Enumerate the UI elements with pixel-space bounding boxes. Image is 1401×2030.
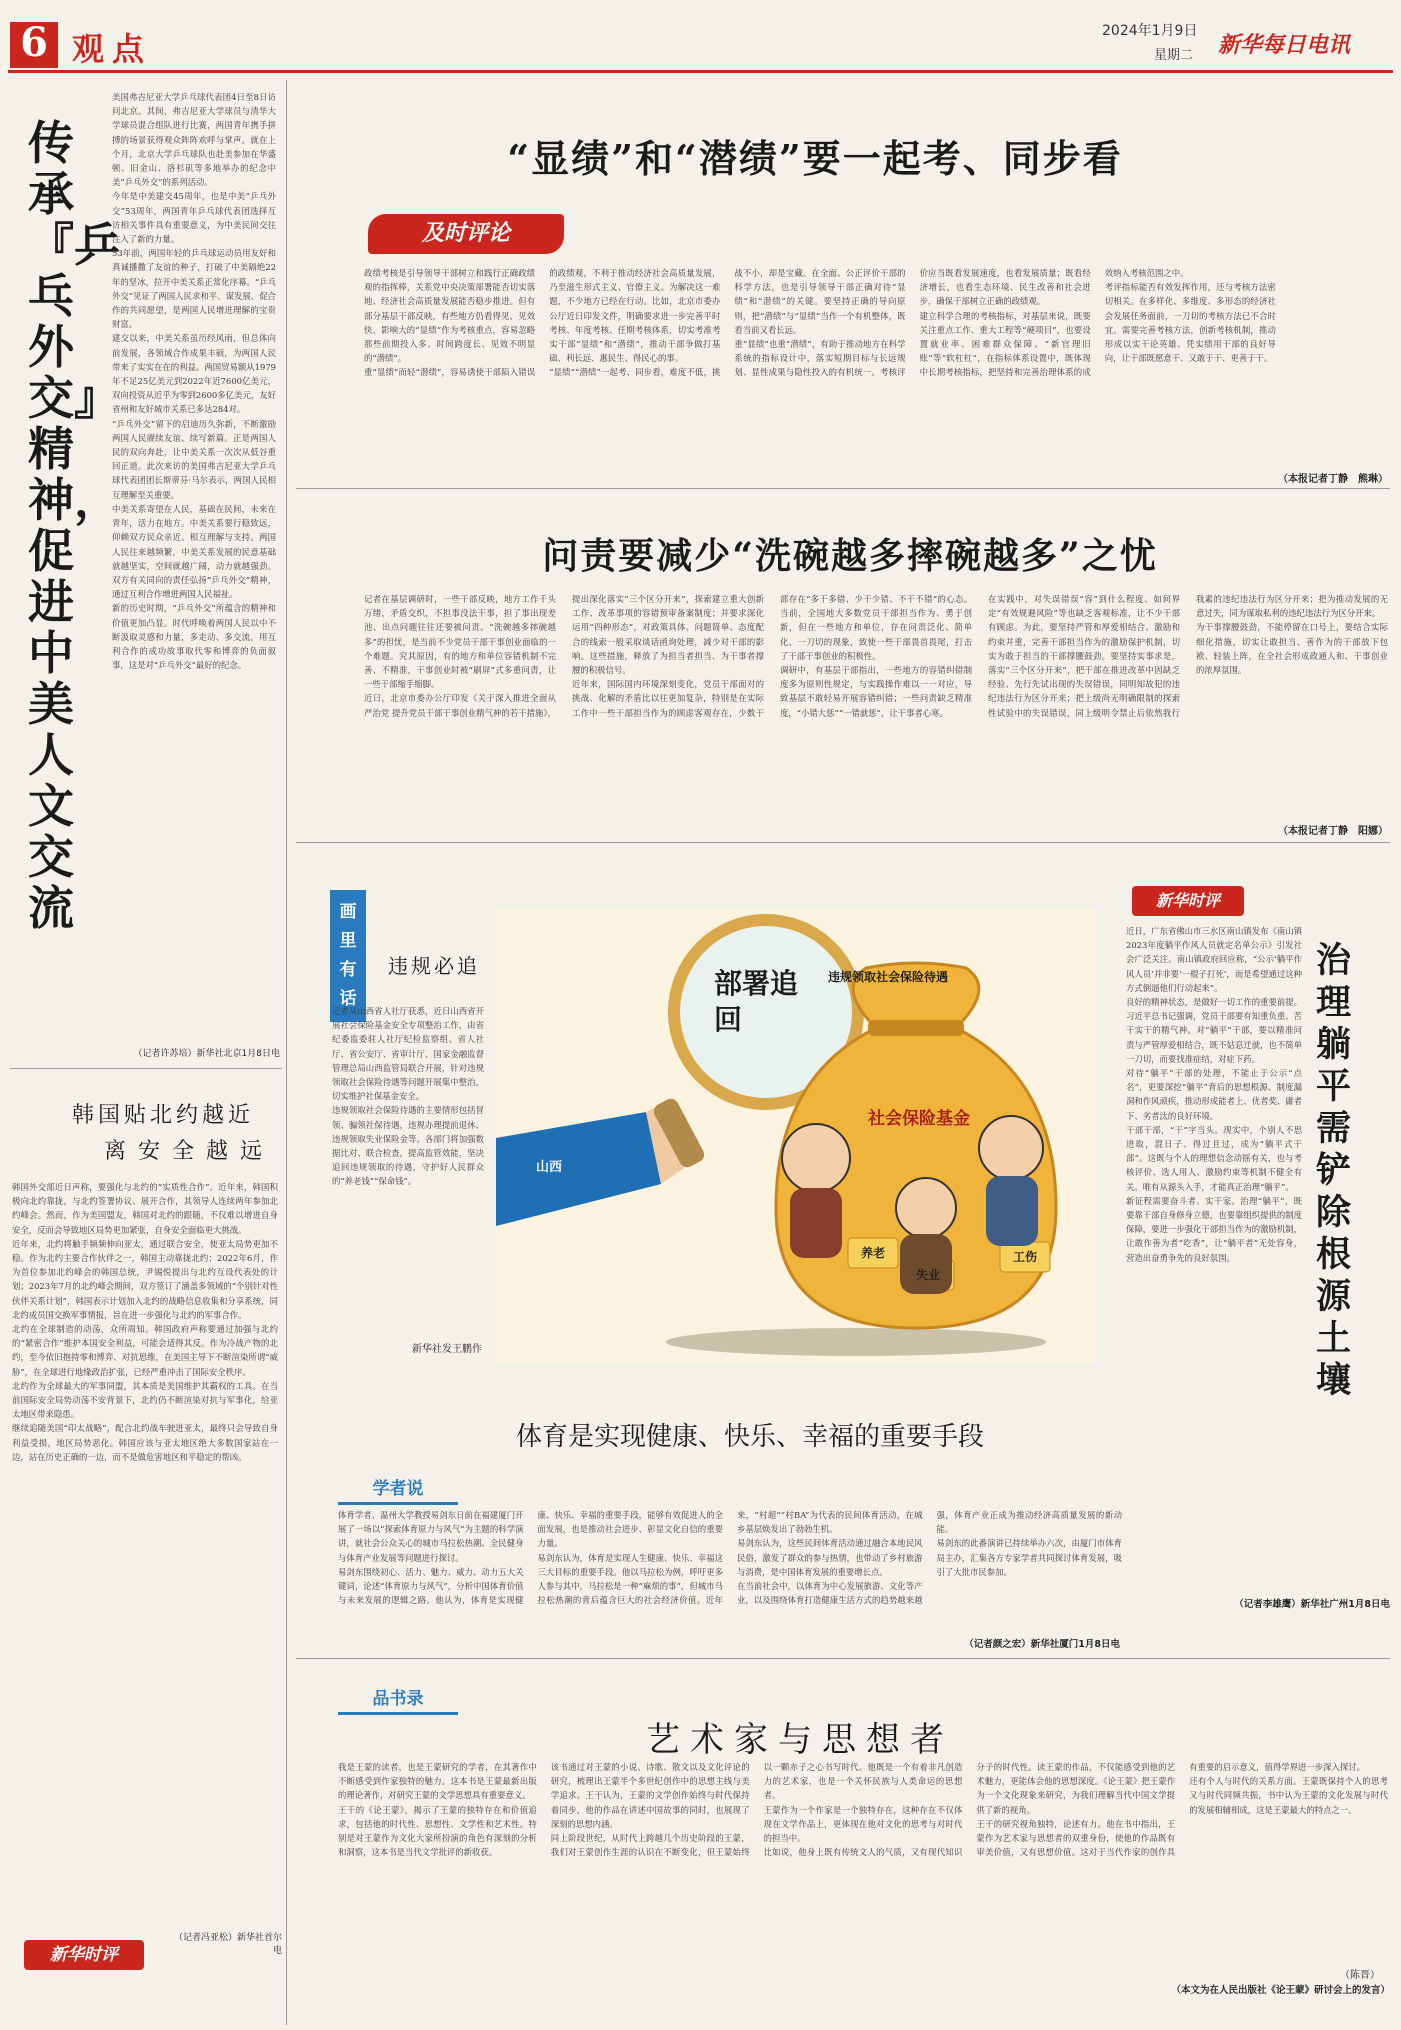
bag-tag-shiye: 失业 <box>915 1268 940 1282</box>
xianji-credit: （本报记者丁静 熊琳） <box>1278 474 1388 485</box>
yishujia-title: 艺术家与思想者 <box>646 1720 954 1760</box>
jishi-pinglun-label: 及时评论 <box>421 221 510 246</box>
issue-weekday: 星期二 <box>1154 48 1194 63</box>
xinhua-shiping-tag-bottom <box>24 1940 144 1970</box>
cartoon-illustration <box>496 908 1096 1364</box>
magnifier-label: 部署追回 <box>714 967 799 1036</box>
header-rule <box>8 70 1393 73</box>
page-number: 6 <box>20 19 48 66</box>
divider <box>10 1068 282 1069</box>
left-feature-body: 美国弗吉尼亚大学乒乓球代表团4日至8日访问北京。其间，弗吉尼亚大学球员与清华大学球员混合组队进行比赛，两国青年携手拼搏的场景获得观众阵阵欢呼与掌声。就在上个月，北京大学乒乓球队也赴美参加在华盛顿、旧金山、洛杉矶等多地举办的纪念中美“乒乓外交”的系列活动。 今年是中美建交45周年，也是中美“乒乓外交”53周年，两国青年乒乓球代表团选择互访相关事件具有重要意义，为中美民间交往注入了新的力量。 53年前，两国年轻的乒乓球运动员用友好和真诚播撒了友谊的种子，打破了中美隔绝22年的坚冰，拉开中美关系正常化序幕。“乒乓外交”见证了两国人民求和平、谋发展、促合作的共同愿望，是两国人民增进理解的宝贵财富。 建交以来，中美关系虽历经风雨，但总体向前发展，各领域合作成果丰硕，为两国人民带来了实实在在的利益。两国贸易额从1979年不足25亿美元到2022年近7600亿美元，双向投资从近乎为零到2600多亿美元，友好省州和友好城市关系已多达284对。 “乒乓外交”留下的启迪历久弥新，不断激励两国人民赓续友谊、续写新篇。正是两国人民的双向奔赴，让中美关系一次次从低谷重回正道。此次来访的美国弗吉尼亚大学乒乓球代表团团长斯蒂芬·马尔表示，两国人民相互理解至关重要。 中美关系寄望在人民，基础在民间，未来在青年，活力在地方。中美关系要行稳致远，仰赖双方民众亲近、相互理解与支持。两国人民往来越频繁，中美关系发展的民意基础就越坚实，空间就越广阔，动力就越强劲。双方有关同向的责任弘扬“乒乓外交”精神，通过互利合作增进两国人民福祉。 新的历史时期，“乒乓外交”所蕴含的精神和价值更加凸显。时代呼唤着两国人民以中不断汲取灵感和力量，多走动、多交流，用互利合作的成功故事取代零和博弈的负面叙事，这是对“乒乓外交”最好的纪念。 <box>112 92 276 671</box>
issue-date: 2024年1月9日 <box>1102 23 1198 39</box>
cartoon-credit: 新华社发王鹏作 <box>412 1344 482 1355</box>
column-divider <box>286 80 287 2025</box>
xianji-title: “显绩”和“潜绩”要一起考、同步看 <box>507 136 1123 181</box>
xinhua-shiping-tag <box>1132 886 1244 916</box>
yishujia-author: （陈晋） <box>1340 1970 1380 1981</box>
bag-tag-yanglao: 养老 <box>860 1246 885 1260</box>
xuezhe-shuo-tag <box>338 1476 458 1505</box>
note-label: 违规领取社会保险待遇 <box>828 970 949 984</box>
yishujia-credit: （本文为在人民出版社《论王蒙》研讨会上的发言） <box>1171 1985 1390 1996</box>
arm-label: 山西 <box>536 1160 563 1175</box>
huali-youhua-label: 画里有话 <box>339 902 357 1009</box>
cartoon-title: 违规必追 <box>388 954 480 978</box>
yishujia-body: 我是王蒙的读者，也是王蒙研究的学者，在其著作中不断感受到作家独特的魅力。这本书是王蒙最新出版的理论著作，对研究王蒙的文学思想具有重要意义。 王干的《论王蒙》，揭示了王蒙的独特存在和价值追求，包括他的时代性、思想性、文学性和艺术性。特别是对王蒙作为文化大家所扮演的角色有深刻的分析和洞察，这本书是当代文学批评的新收获。 该书通过对王蒙的小说、诗歌、散文以及文化评论的研究，梳理出王蒙半个多世纪创作中的思想主线与美学追求。王干认为，王蒙的文学创作始终与时代保持着同步，他的作品在讲述中国故事的同时，也展现了深刻的思想内涵。 同上阶段世纪，从时代上跨越几个历史阶段的王蒙，我们对王蒙创作生涯的认识在不断变化，但王蒙始终以一颗赤子之心书写时代。他既是一个有着非凡创造力的艺术家，也是一个关怀民族与人类命运的思想者。 王蒙作为一个作家是一个独特存在，这种存在不仅体现在文学作品上，更体现在他对文化的思考与对时代的担当中。 比如说，他身上既有传统文人的气质，又有现代知识分子的时代性。读王蒙的作品，不仅能感受到他的艺术魅力，更能体会他的思想深度。《论王蒙》把王蒙作为一个文化现象来研究，为我们理解当代中国文学提供了新的视角。 王干的研究视角独特，论述有力。他在书中指出，王蒙作为艺术家与思想者的双重身份，使他的作品既有审美价值，又有思想价值。这对于当代作家的创作具有重要的启示意义，值得学界进一步深入探讨。 还有个人与时代的关系方面。王蒙既保持个人的思考又与时代同频共振，书中认为王蒙的文化发展与时代的发展相辅相成，这是王蒙最大的特点之一。 <box>338 1762 1388 1858</box>
divider <box>296 1658 1390 1659</box>
tangping-title: 治理躺平需铲除根源土壤 <box>1316 940 1352 1401</box>
left-feature-body-tail <box>12 1010 276 1046</box>
paper-logo: 新华每日电讯 <box>1218 32 1351 58</box>
section-title: 观点 <box>72 30 153 68</box>
korea-title-line1: 韩国贴北约越近 <box>72 1103 255 1128</box>
wenze-body: 记者在基层调研时，一些干部反映，地方工作千头万绪，矛盾交织，不担事没法干事，担了事出现差池、出点问题往往还要被问责。“洗碗越多摔碗越多”的担忧，是当前不少党员干部干事创业面临的一个难题。究其原因，有的地方和单位容错机制不完善、不精准，干事创业时被“刷屏”式多重问责，让一些干部缩手缩脚。 近日，北京市委办公厅印发《关于深入推进全面从严治党 提升党员干部干事创业精气神的若干措施》，提出深化落实“三个区分开来”，探索建立重大创新工作、改革事项的容错预审备案制度；并要求深化运用“四种形态”，对政策具体、问题简单、态度配合的线索一般采取谈话函询处理，减少对干部的影响。这些措施，释放了为担当者担当、为干事者撑腰的积极信号。 近年来，国际国内环境深刻变化，党员干部面对的挑战、化解的矛盾比以往更加复杂，特别是在实际工作中一些干部担当作为的顾虑客观存在，少数干部存在“多干多错、少干少错、不干不错”的心态。当前，全国地大多数党员干部担当作为、勇于创新，但在一些地方和单位，存在问责泛化、简单化、一刀切的现象，致使一些干部畏首畏尾，打击了干部干事创业的积极性。 调研中，有基层干部指出，一些地方的容错纠错制度多为原则性规定，与实践操作难以一一对应，导致基层不敢轻易开展容错纠错；一些问责缺乏精准度，“小错大惩”“一错就惩”，让干事者心寒。 在实践中，对失误错误“容”到什么程度、如何界定“有效规避风险”等也缺乏客观标准，让不少干部有顾虑。为此，要坚持严管和厚爱相结合、激励和约束并重，完善干部担当作为的激励保护机制，切实为敢于担当的干部撑腰鼓劲。要坚持实事求是，落实“三个区分开来”，把干部在推进改革中因缺乏经验、先行先试出现的失误错误，同明知故犯的违纪违法行为区分开来；把上级尚无明确限制的探索性试验中的失误错误，同上级明令禁止后依然我行我素的违纪违法行为区分开来；把为推动发展的无意过失，同为谋取私利的违纪违法行为区分开来。 为干事撑腰鼓劲，不能停留在口号上，要结合实际细化措施，切实让敢担当、善作为的干部放下包袱、轻装上阵，在全社会形成政通人和、干事创业的浓厚氛围。 <box>364 594 1388 718</box>
xinhua-shiping-tag-bottom-label: 新华时评 <box>50 1945 118 1965</box>
tiyu-body: 体育学者、温州大学教授易剑东日前在福建厦门开展了一场以“探索体育原力与风气”为主题的科学演讲，就社会公众关心的城市马拉松热潮、全民健身与体育产业发展等问题进行探讨。 易剑东围绕初心、活力、魅力、威力、动力五大关键词，论述“体育原力与风气”，分析中国体育价值与未来发展的逻辑之路。他认为，体育是实现健康、快乐、幸福的重要手段，能够有效促进人的全面发展，也是推动社会进步、彰显文化自信的重要力量。 易剑东认为，体育是实现人生健康、快乐、幸福这三大目标的重要手段。他以马拉松为例，呼吁更多人参与其中，马拉松是一种“麻烦的事”，但城市马拉松热潮的背后蕴含巨大的社会经济价值。近年来，“村超”“村BA”为代表的民间体育活动，在城乡基层焕发出了勃勃生机。 易剑东认为，这些民间体育活动通过融合本地民风民俗，激发了群众的参与热情，也带动了乡村旅游与消费，是中国体育发展的重要增长点。 在当前社会中，以体育为中心发展旅游、文化等产业，以及围绕体育打造健康生活方式的趋势越来越强，体育产业正成为推动经济高质量发展的新动能。 易剑东的此番演讲已持续举办六次，由厦门市体育局主办，汇集各方专家学者共同探讨体育发展，吸引了大批市民参加。 <box>338 1510 1122 1606</box>
wenze-title: 问责要减少“洗碗越多摔碗越多”之忧 <box>542 535 1158 577</box>
pinshulu-tag <box>338 1686 458 1715</box>
korea-body: 韩国外交部近日声称，要强化与北约的“实质性合作”。近年来，韩国积极向北约靠拢，与北约签署协议、展开合作，其领导人连续两年参加北约峰会。然而，作为美国盟友，韩国对北约的跟随，不仅难以增进自身安全，反而会导致地区局势更加紧张，自身安全面临更大挑战。 近年来，北约将触手频频伸向亚太，通过联合安全，使亚太局势更加不稳。作为北约主要合作伙伴之一，韩国主动靠拢北约：2022年6月，作为首位参加北约峰会的韩国总统，尹锡悦提出与北约互设代表处的计划；2023年7月的北约峰会期间，双方签订了涵盖多领域的“个别针对性伙伴关系计划”，韩国表示计划加入北约的战略信息收集和分享系统，同北约成员国交换军事情报，旨在进一步强化与北约的军事合作。 北约在全球制造的动荡，众所周知。韩国政府声称要通过加强与北约的“紧密合作”维护本国安全利益，可能会适得其反。作为冷战产物的北约，至今依旧抱持零和博弈、对抗思维，在美国主导下不断渲染所谓“威胁”，在全球进行地缘政治扩张，已经严重冲击了国际安全秩序。 北约作为全球最大的军事同盟，其本质是美国维护其霸权的工具。在当前国际安全局势动荡不安背景下，北约仍不断渲染对抗与军事化，给亚太地区带来隐患。 继续追随美国“印太战略”，配合北约战车驶进亚太，最终只会导致自身利益受损，地区局势恶化。韩国应该与亚太地区绝大多数国家站在一边，站在历史正确的一边，而不是做危害地区和平稳定的帮凶。 <box>12 1182 278 1462</box>
xianji-body: 政绩考核是引导领导干部树立和践行正确政绩观的指挥棒，关系党中央决策部署能否切实落地、经济社会高质量发展能否稳步推进。但有部分基层干部反映，有些地方仍看得见、见效快、影响大的“显绩”作为考核重点，容易忽略那些前期投入多、时间跨度长、见效不明显的“潜绩”。 重“显绩”而轻“潜绩”，容易诱使干部陷入错误的政绩观，不利于推动经济社会高质量发展，乃至滋生形式主义、官僚主义。为解决这一难题，不少地方已经在行动。比如，北京市委办公厅近日印发文件，明确要求进一步完善平时考核、年度考核、任期考核体系，切实考准考实干部“显绩”和“潜绩”，推动干部争做打基础、利长远、惠民生、得民心的事。 “显绩”“潜绩”一起考、同步看，难度不低，挑战不小，却是宝藏。在全面、公正评价干部的科学方法，也是引导领导干部正确对待“显绩”和“潜绩”的关键。要坚持正确的导向原则，把“潜绩”与“显绩”当作一个有机整体，既看当前又看长远。 重“显绩”也重“潜绩”，有助于推动地方在科学系统的指标设计中，落实短期目标与长远规划、显性成果与隐性投入的有机统一。考核评价应当既看发展速度，也看发展质量；既看经济增长，也看生态环境、民生改善和社会进步，确保干部树立正确的政绩观。 建立科学合理的考核指标，对基层来说，既要关注重点工作、重大工程等“硬项目”，也要设置就业率、困难群众保障、“新官理旧账”等“软杠杠”，在指标体系设置中，既体现中长期考核指标，把坚持和完善治理体系的成效纳入考核范围之中。 考评指标能否有效发挥作用，还与考核方法密切相关。在多样化、多维度、多形态的经济社会发展任务面前，一刀切的考核方法已不合时宜。需要完善考核方法，创新考核机制，推动形成以实干论英雄、凭实绩用干部的良好导向，让干部既愿意干、又敢于干、更善于干。 <box>364 268 1276 378</box>
xuezhe-shuo-label: 学者说 <box>372 1479 424 1499</box>
left-feature-title: 传承『乒乓外交』精神，促进中美人文交流 <box>28 116 120 935</box>
tiyu-title: 体育是实现健康、快乐、幸福的重要手段 <box>515 1422 984 1452</box>
korea-title-line2: 离安全越远 <box>104 1139 275 1164</box>
bag-label: 社会保险基金 <box>868 1109 970 1129</box>
left-feature-credit: （记者许苏培）新华社北京1月8日电 <box>133 1049 280 1059</box>
page-header <box>0 0 1401 72</box>
jishi-pinglun-tag <box>368 214 564 254</box>
xinhua-shiping-tag-label: 新华时评 <box>1155 891 1220 910</box>
cartoon-body: 记者从山西省人社厅获悉，近日山西省开展社会保险基金安全专项整治工作，由省纪委监委驻人社厅纪检监察组、省人社厅、省公安厅、省审计厅、国家金融监督管理总局山西监管局联合开展，针对违规领取社会保险待遇等问题开展集中整治，切实维护社保基金安全。 违规领取社会保险待遇的主要情形包括冒领、骗领社保待遇，违规办理提前退休、违规领取失业保险金等。各部门将加强数据比对、联合检查，提高监管效能，坚决追回违规领取的待遇，守护好人民群众的“养老钱”“保命钱”。 <box>332 1006 484 1187</box>
wenze-credit: （本报记者丁静 阳娜） <box>1278 826 1388 837</box>
bag-tag-gongshang: 工伤 <box>1012 1250 1037 1264</box>
korea-credit: （记者冯亚松）新华社首尔电 <box>173 1933 282 1956</box>
tangping-credit: （记者李雄鹰）新华社广州1月8日电 <box>1234 1599 1390 1610</box>
divider <box>296 488 1390 489</box>
tiyu-credit: （记者颜之宏）新华社厦门1月8日电 <box>964 1639 1120 1650</box>
pinshulu-label: 品书录 <box>372 1689 424 1709</box>
divider <box>296 842 1390 843</box>
huali-youhua-tag <box>330 890 366 1022</box>
tangping-body: 近日，广东省佛山市三水区南山镇发布《南山镇2023年度躺平作风人员就定名单公示》引发社会广泛关注。南山镇政府回应称，“公示‘躺平作风人员’并非要‘一棍子打死’，而是希望通过这种方式倒逼他们行动起来”。 良好的精神状态，是做好一切工作的重要前提。习近平总书记强调，党员干部要有知重负重、苦干实干的精气神。对“躺平”干部，要以精准问责与严管厚爱相结合，既不姑息迁就，也不简单一刀切，而要找准症结，对症下药。 对待“躺平”干部的处理，不能止于公示“点名”，更要深挖“躺平”背后的思想根源、制度漏洞和作风顽疾，推动形成能者上、优者奖、庸者下、劣者汰的良好环境。 干部干部，“干”字当头。现实中，个别人不思进取，混日子、得过且过，成为“躺平式干部”。这既与个人的理想信念动摇有关，也与考核评价、选人用人、激励约束等机制不健全有关。唯有从源头入手，才能真正治理“躺平”。 新征程需要奋斗者、实干家。治理“躺平”，既要靠干部自身修身立德，也要靠组织提供的制度保障，要进一步强化干部担当作为的激励机制，让敢作善为者“吃香”，让“躺平者”无处容身，营造出奋勇争先的良好氛围。 <box>1126 926 1302 1263</box>
